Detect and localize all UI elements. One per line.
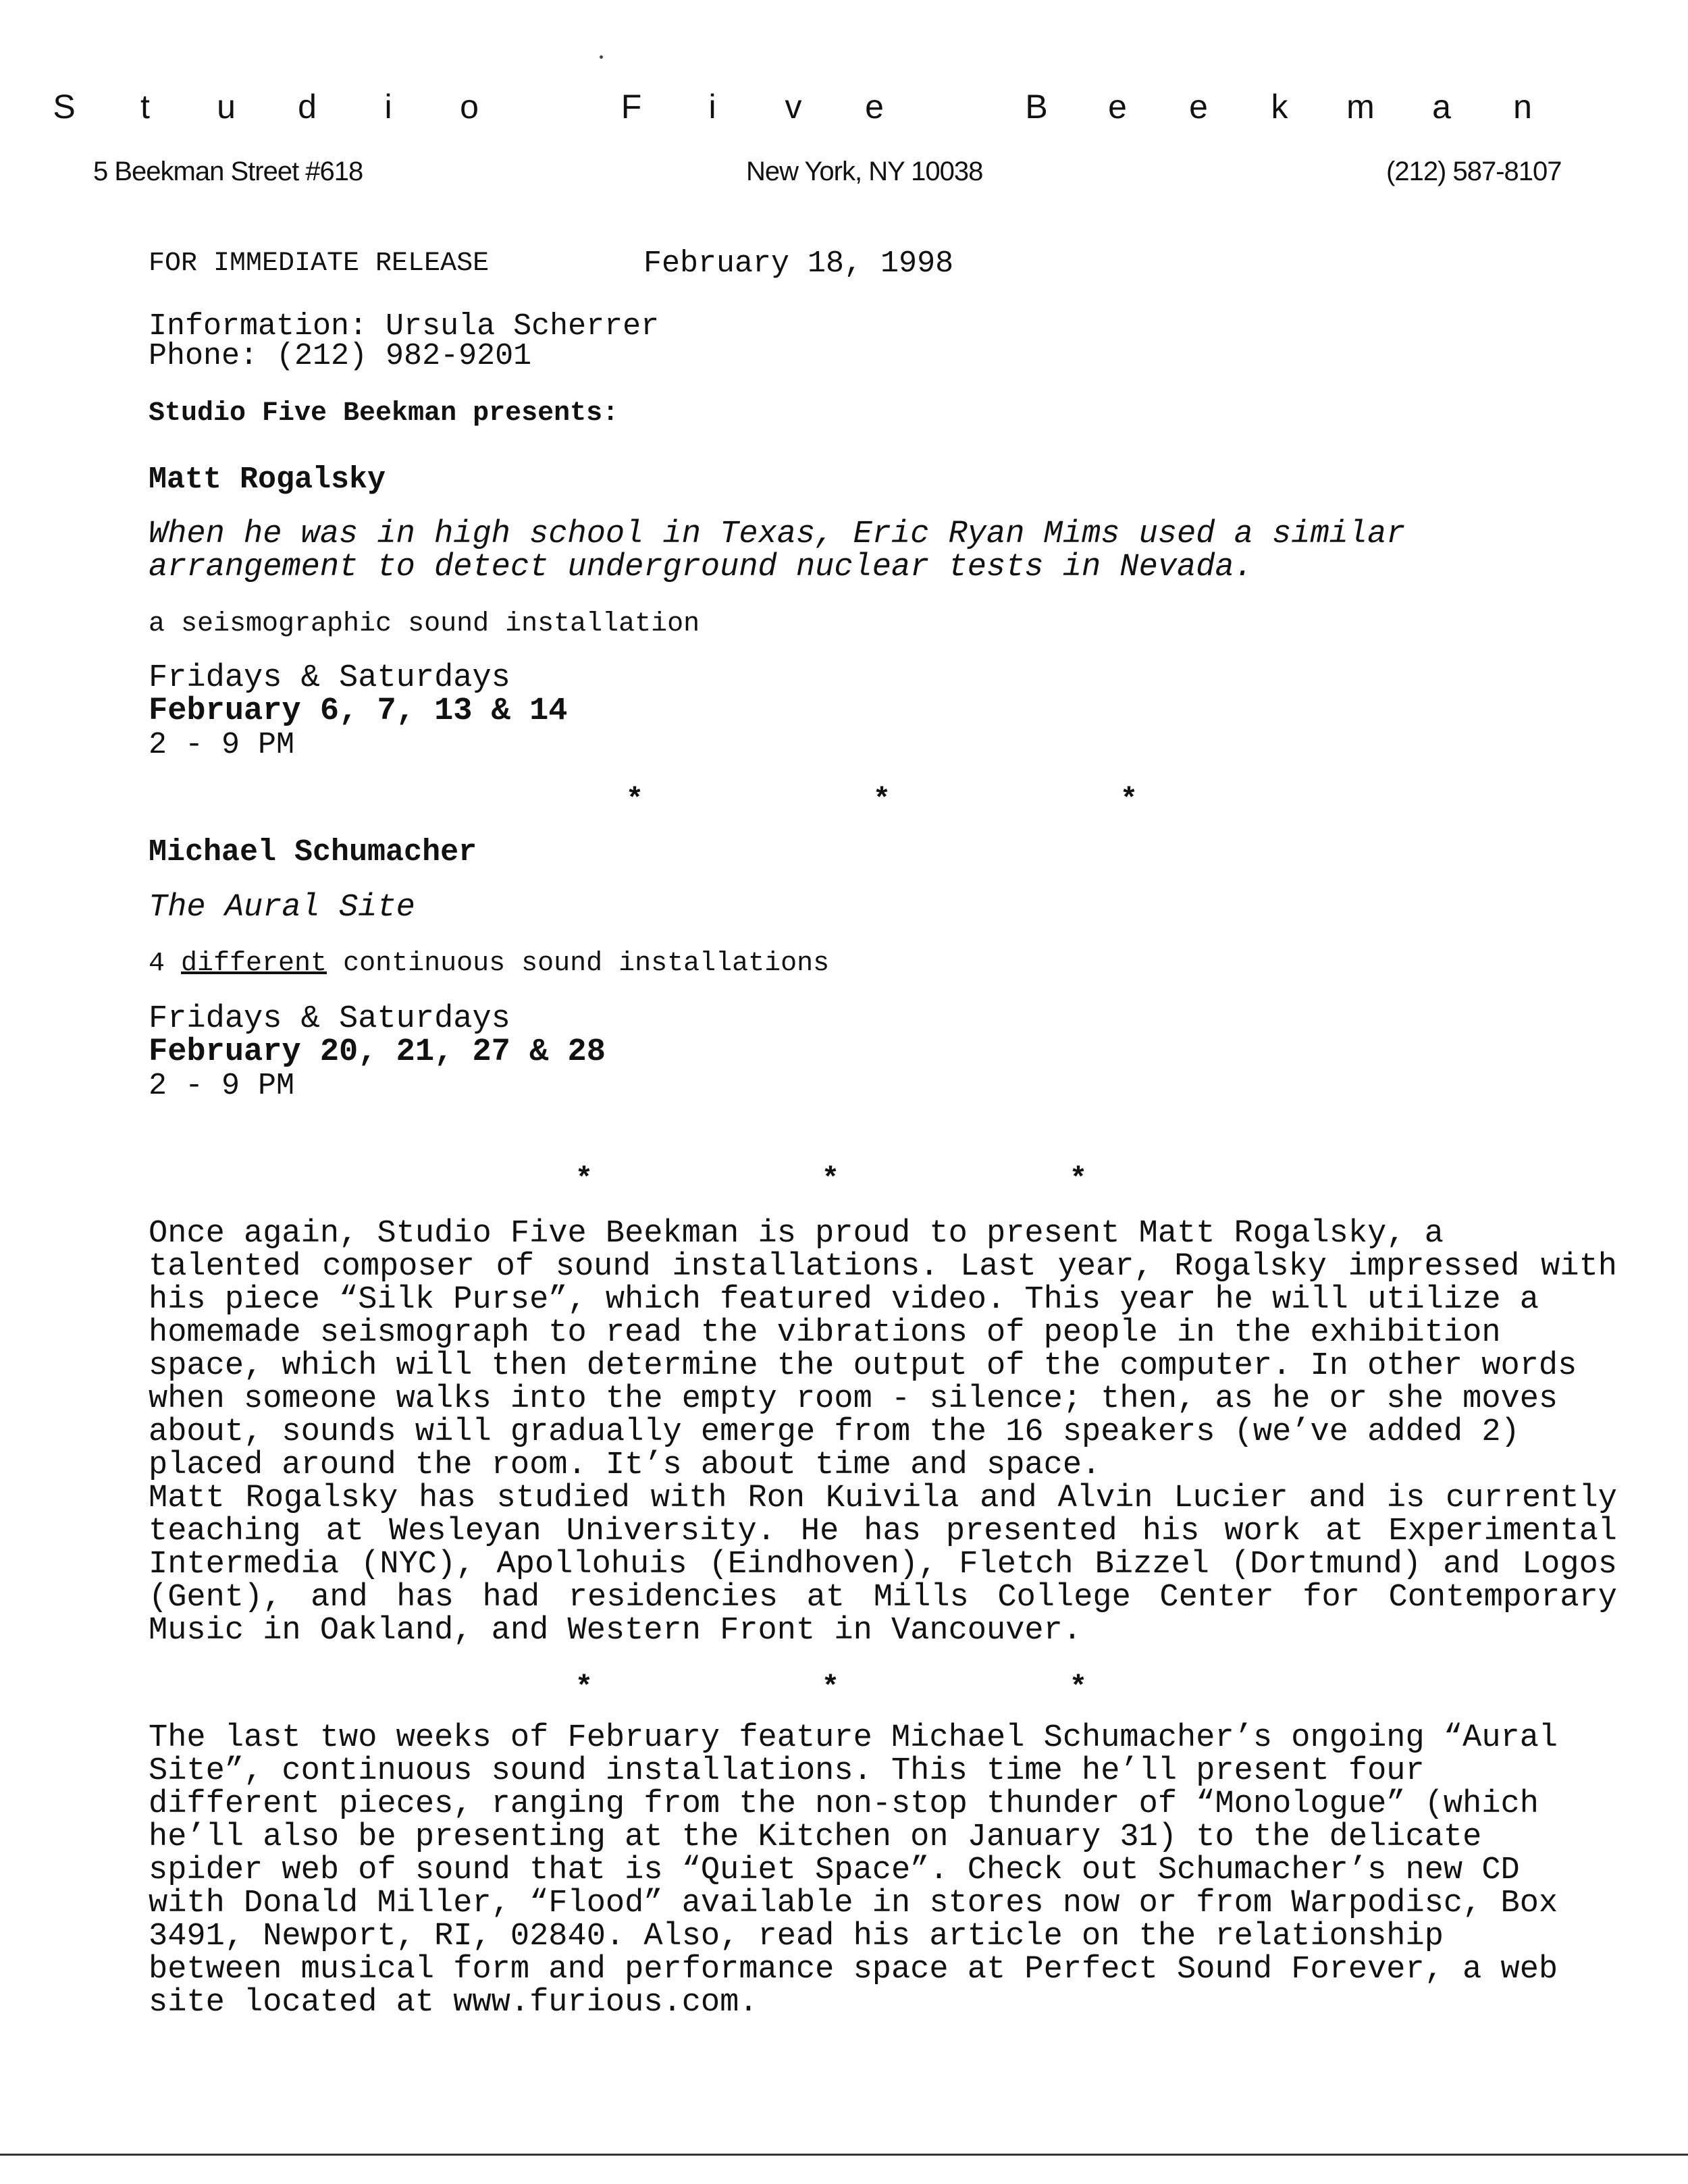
paragraph-line: Once again, Studio Five Beekman is proud to present Matt Rogalsky, a: [149, 1216, 1444, 1252]
event1-artist: Matt Rogalsky: [149, 462, 386, 497]
letterhead-title: [41, 80, 1546, 134]
event2-desc-underlined: different: [181, 949, 327, 979]
separator-star: *: [1119, 783, 1138, 817]
paragraph-line: between musical form and performance space at Perfect Sound Forever, a web: [149, 1952, 1558, 1988]
event2-desc-suffix: continuous sound installations: [327, 949, 830, 979]
event1-title-line1: When he was in high school in Texas, Eric Ryan Mims used a similar: [149, 516, 1406, 552]
event1-days: Fridays & Saturdays: [149, 660, 510, 696]
event1-description: a seismographic sound installation: [149, 609, 700, 639]
letterhead-city: New York, NY 10038: [746, 157, 983, 186]
event2-desc-prefix: 4: [149, 949, 182, 979]
letterhead-letter: n: [1513, 88, 1532, 126]
letterhead-letter: e: [865, 88, 884, 126]
event2-artist: Michael Schumacher: [149, 835, 477, 870]
event1-dates: February 6, 7, 13 & 14: [149, 693, 568, 729]
paragraph-line: spider web of sound that is “Quiet Space”. Check out Schumacher’s new CD: [149, 1853, 1520, 1888]
contact-information: Information: Ursula Scherrer: [149, 309, 660, 344]
letterhead-letter: k: [1271, 88, 1288, 126]
letterhead-letter: a: [1432, 88, 1451, 126]
paragraph-line: site located at www.furious.com.: [149, 1985, 758, 2021]
release-date: February 18, 1998: [643, 246, 954, 281]
presents-heading: Studio Five Beekman presents:: [149, 398, 619, 429]
event2-title: The Aural Site: [149, 890, 415, 926]
separator-star: *: [872, 783, 891, 817]
paragraph-line: his piece “Silk Purse”, which featured video. This year he will utilize a: [149, 1282, 1539, 1318]
separator-star: *: [821, 1163, 840, 1196]
paragraph-schumacher: [149, 1722, 1617, 2019]
event2-dates: February 20, 21, 27 & 28: [149, 1034, 606, 1070]
contact-phone: Phone: (212) 982-9201: [149, 339, 532, 373]
letterhead-letter: S: [53, 88, 76, 126]
paragraph-line: Intermedia (NYC), Apollohuis (Eindhoven), Fletch Bizzel (Dortmund) and Logos: [149, 1547, 1617, 1582]
separator-star: *: [575, 1163, 594, 1196]
paragraph-line: teaching at Wesleyan University. He has presented his work at Experimental: [149, 1514, 1617, 1549]
event2-description: [149, 949, 829, 979]
paragraph-line: with Donald Miller, “Flood” available in stores now or from Warpodisc, Box: [149, 1886, 1558, 1921]
separator-star: *: [575, 1671, 594, 1705]
paragraph-line: Matt Rogalsky has studied with Ron Kuivila and Alvin Lucier and is currently: [149, 1481, 1617, 1516]
paragraph-line: The last two weeks of February feature Michael Schumacher’s ongoing “Aural: [149, 1720, 1558, 1756]
paragraph-line: Site”, continuous sound installations. This time he’ll present four: [149, 1753, 1425, 1789]
paragraph-line: (Gent), and has had residencies at Mills College Center for Contemporary: [149, 1580, 1617, 1616]
letterhead-letter: d: [298, 88, 317, 126]
letterhead-letter: t: [140, 88, 150, 126]
letterhead-letter: e: [1108, 88, 1127, 126]
paragraph-line: different pieces, ranging from the non-stop thunder of “Monologue” (which: [149, 1786, 1539, 1822]
paragraph-line: talented composer of sound installations. Last year, Rogalsky impressed with: [149, 1249, 1617, 1285]
letterhead-letter: F: [621, 88, 642, 126]
paragraph-rogalsky: [149, 1217, 1617, 1647]
paragraph-line: space, which will then determine the output of the computer. In other words: [149, 1348, 1577, 1384]
event2-hours: 2 - 9 PM: [149, 1069, 295, 1103]
event2-days: Fridays & Saturdays: [149, 1001, 510, 1037]
separator-star: *: [821, 1671, 840, 1705]
paragraph-line: about, sounds will gradually emerge from the 16 speakers (we’ve added 2): [149, 1414, 1520, 1450]
paragraph-line: 3491, Newport, RI, 02840. Also, read his article on the relationship: [149, 1919, 1444, 1954]
letterhead-letter: m: [1346, 88, 1375, 126]
letterhead-phone: (212) 587-8107: [1386, 157, 1562, 186]
separator-star: *: [625, 783, 644, 817]
event1-title-line2: arrangement to detect underground nuclear tests in Nevada.: [149, 550, 1253, 585]
release-label: FOR IMMEDIATE RELEASE: [149, 248, 490, 279]
letterhead-letter: i: [384, 88, 392, 126]
letterhead-letter: v: [785, 88, 802, 126]
paragraph-line: homemade seismograph to read the vibrations of people in the exhibition: [149, 1315, 1501, 1351]
paragraph-line: when someone walks into the empty room - silence; then, as he or she moves: [149, 1381, 1558, 1417]
letterhead-letter: B: [1025, 88, 1048, 126]
paragraph-line: Music in Oakland, and Western Front in Vancouver.: [149, 1613, 1082, 1649]
letterhead-letter: i: [708, 88, 716, 126]
letterhead-letter: u: [217, 88, 236, 126]
scan-speck: [600, 55, 603, 59]
paragraph-line: placed around the room. It’s about time and space.: [149, 1447, 1101, 1483]
letterhead-address: 5 Beekman Street #618: [93, 157, 363, 186]
separator-star: *: [1069, 1163, 1088, 1196]
separator-star: *: [1069, 1671, 1088, 1705]
event1-hours: 2 - 9 PM: [149, 728, 295, 762]
paragraph-line: he’ll also be presenting at the Kitchen on January 31) to the delicate: [149, 1819, 1482, 1855]
letterhead-letter: e: [1189, 88, 1208, 126]
letterhead-letter: o: [460, 88, 479, 126]
page-bottom-edge: [0, 2154, 1688, 2156]
